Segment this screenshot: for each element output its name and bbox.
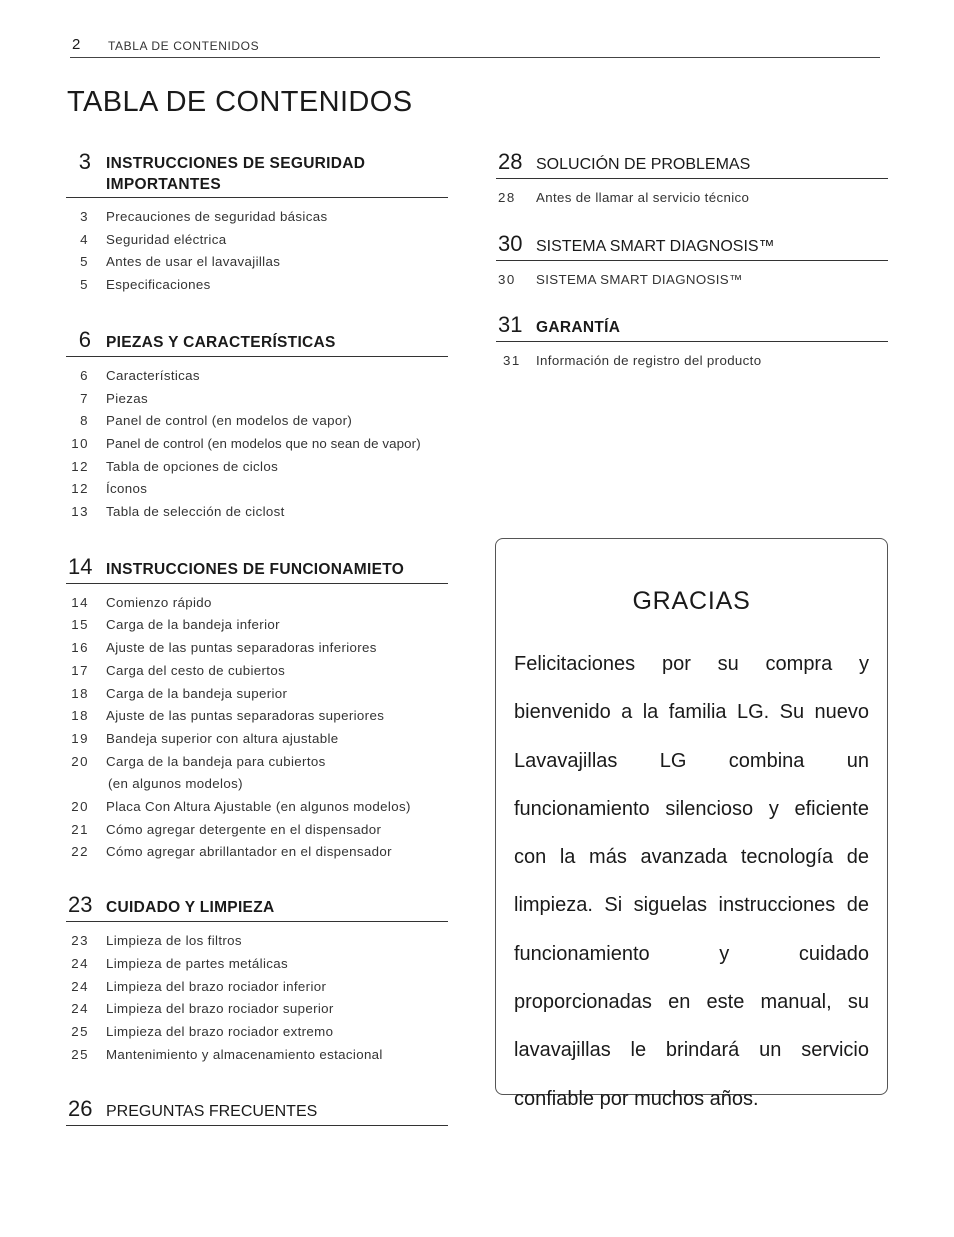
entry-label: Precauciones de seguridad básicas bbox=[106, 209, 328, 224]
entry-label: Ajuste de las puntas separadoras superiores bbox=[106, 708, 385, 724]
toc-right-column bbox=[496, 148, 888, 373]
toc-entry[interactable] bbox=[496, 187, 888, 210]
toc-entry-continuation bbox=[66, 773, 448, 796]
section-title: SOLUCIÓN DE PROBLEMAS bbox=[536, 156, 751, 173]
entry-page: 31 bbox=[503, 353, 521, 369]
entry-label: Comienzo rápido bbox=[106, 594, 212, 610]
section-items bbox=[496, 342, 888, 373]
entry-label: Cómo agregar detergente en el dispensador bbox=[106, 821, 382, 837]
section-page-number: 26 bbox=[68, 1096, 93, 1122]
entry-label: Mantenimiento y almacenamiento estacional bbox=[106, 1046, 383, 1062]
toc-entry[interactable] bbox=[66, 683, 448, 706]
section-heading[interactable] bbox=[496, 148, 888, 179]
toc-section-smart-diagnosis bbox=[496, 230, 888, 292]
entry-label: Antes de usar el lavavajillas bbox=[106, 254, 281, 270]
entry-page: 5 bbox=[80, 254, 89, 270]
entry-label: Carga de la bandeja superior bbox=[106, 685, 288, 701]
section-items bbox=[66, 357, 448, 524]
entry-page: 28 bbox=[498, 190, 516, 205]
toc-entry[interactable] bbox=[66, 229, 448, 252]
page-number: 2 bbox=[72, 36, 81, 53]
toc-section-seguridad bbox=[66, 148, 448, 297]
section-title: INSTRUCCIONES DE SEGURIDAD IMPORTANTES bbox=[106, 155, 366, 193]
entry-page: 24 bbox=[71, 955, 89, 971]
entry-page: 18 bbox=[71, 708, 89, 724]
toc-section-problemas bbox=[496, 148, 888, 210]
entry-page: 22 bbox=[71, 844, 89, 860]
entry-page: 6 bbox=[80, 367, 89, 383]
entry-page: 20 bbox=[71, 753, 89, 769]
toc-entry[interactable] bbox=[66, 365, 448, 388]
section-heading[interactable] bbox=[66, 326, 448, 357]
thanks-title: GRACIAS bbox=[632, 587, 751, 615]
toc-entry[interactable] bbox=[66, 206, 448, 229]
entry-page: 7 bbox=[80, 390, 89, 406]
section-items bbox=[496, 261, 888, 292]
entry-page: 12 bbox=[71, 481, 89, 497]
toc-entry[interactable] bbox=[66, 637, 448, 660]
entry-label: Limpieza del brazo rociador inferior bbox=[106, 978, 327, 994]
entry-label: Especificaciones bbox=[106, 277, 211, 293]
section-title: GARANTÍA bbox=[536, 319, 621, 337]
entry-label: Limpieza de partes metálicas bbox=[106, 955, 289, 971]
entry-label-continuation: (en algunos modelos) bbox=[108, 776, 243, 792]
section-items bbox=[66, 584, 448, 864]
toc-entry[interactable] bbox=[66, 1044, 448, 1067]
entry-page: 4 bbox=[80, 231, 89, 247]
page-title: TABLA DE CONTENIDOS bbox=[67, 86, 413, 118]
toc-entry[interactable] bbox=[66, 660, 448, 683]
toc-entry[interactable] bbox=[66, 614, 448, 637]
entry-page: 12 bbox=[71, 458, 89, 474]
thanks-body: Felicitaciones por su compra y bienvenido a la familia LG. Su nuevo Lavavajillas LG combina un funcionamiento silencioso y eficiente con la más avanzada tecnología de limpieza. Si siguelas instrucciones de funcionamiento y cuidado proporcionadas en este manual, su lavavajillas le brindará un servicio confiable por muchos años. bbox=[514, 653, 869, 1110]
entry-label: Carga de la bandeja para cubiertos bbox=[106, 753, 326, 769]
entry-page: 3 bbox=[80, 209, 89, 224]
toc-entry[interactable] bbox=[66, 953, 448, 976]
entry-label: Panel de control (en modelos de vapor) bbox=[106, 413, 353, 429]
toc-entry[interactable] bbox=[66, 819, 448, 842]
section-heading[interactable] bbox=[496, 230, 888, 261]
entry-page: 15 bbox=[71, 617, 89, 633]
section-title: PREGUNTAS FRECUENTES bbox=[106, 1103, 318, 1121]
entry-page: 18 bbox=[71, 685, 89, 701]
section-page-number: 3 bbox=[78, 149, 91, 174]
toc-entry[interactable] bbox=[66, 998, 448, 1021]
running-header bbox=[70, 36, 880, 58]
toc-entry[interactable] bbox=[66, 410, 448, 433]
section-items bbox=[496, 179, 888, 210]
entry-page: 10 bbox=[71, 435, 89, 451]
entry-page: 16 bbox=[71, 640, 89, 656]
entry-label: Cómo agregar abrillantador en el dispensador bbox=[106, 844, 392, 860]
entry-label: Bandeja superior con altura ajustable bbox=[106, 730, 339, 746]
section-page-number: 23 bbox=[68, 892, 93, 918]
entry-page: 14 bbox=[71, 594, 89, 610]
entry-page: 5 bbox=[80, 277, 89, 293]
section-page-number: 30 bbox=[498, 230, 523, 256]
running-header-title: TABLA DE CONTENIDOS bbox=[108, 39, 260, 53]
toc-entry[interactable] bbox=[66, 274, 448, 297]
entry-label: Panel de control (en modelos que no sean de vapor) bbox=[106, 435, 421, 451]
toc-section-preguntas bbox=[66, 1095, 448, 1126]
section-heading[interactable] bbox=[66, 1095, 448, 1126]
entry-page: 24 bbox=[71, 978, 89, 994]
entry-page: 17 bbox=[71, 662, 89, 678]
entry-page: 25 bbox=[71, 1046, 89, 1062]
entry-page: 23 bbox=[71, 933, 89, 949]
section-items bbox=[66, 198, 448, 297]
toc-entry[interactable] bbox=[66, 501, 448, 524]
entry-label: Tabla de opciones de ciclos bbox=[106, 458, 279, 474]
entry-label: Carga del cesto de cubiertos bbox=[106, 662, 286, 678]
toc-entry[interactable] bbox=[66, 930, 448, 953]
entry-page: 25 bbox=[71, 1023, 89, 1039]
toc-entry[interactable] bbox=[66, 841, 448, 864]
toc-left-column bbox=[66, 148, 448, 1126]
section-title: PIEZAS Y CARACTERÍSTICAS bbox=[106, 333, 336, 351]
toc-entry[interactable] bbox=[66, 433, 448, 456]
toc-section-funcionamiento bbox=[66, 553, 448, 864]
toc-entry[interactable] bbox=[66, 1021, 448, 1044]
section-page-number: 14 bbox=[68, 553, 93, 579]
entry-page: 24 bbox=[71, 1001, 89, 1017]
entry-label: Carga de la bandeja inferior bbox=[106, 617, 280, 633]
toc-entry[interactable] bbox=[66, 592, 448, 615]
entry-page: 19 bbox=[71, 730, 89, 746]
entry-label: Seguridad eléctrica bbox=[106, 231, 227, 247]
entry-label: Antes de llamar al servicio técnico bbox=[536, 190, 750, 205]
entry-label: Íconos bbox=[106, 481, 148, 497]
toc-entry[interactable] bbox=[66, 705, 448, 728]
section-items bbox=[66, 922, 448, 1066]
section-title: SISTEMA SMART DIAGNOSIS™ bbox=[536, 237, 775, 255]
toc-entry[interactable] bbox=[66, 251, 448, 274]
toc-entry[interactable] bbox=[66, 728, 448, 751]
toc-entry[interactable] bbox=[66, 456, 448, 479]
section-title: CUIDADO Y LIMPIEZA bbox=[106, 899, 275, 917]
entry-label: Limpieza del brazo rociador extremo bbox=[106, 1023, 334, 1039]
section-page-number: 6 bbox=[78, 326, 91, 352]
section-heading[interactable] bbox=[496, 311, 888, 342]
section-heading[interactable] bbox=[66, 148, 448, 198]
entry-page: 30 bbox=[498, 271, 516, 287]
toc-section-limpieza bbox=[66, 891, 448, 1066]
toc-section-garantia bbox=[496, 311, 888, 373]
entry-label: Limpieza del brazo rociador superior bbox=[106, 1001, 334, 1017]
entry-label: Ajuste de las puntas separadoras inferiores bbox=[106, 640, 377, 656]
section-heading[interactable] bbox=[66, 553, 448, 584]
toc-entry[interactable] bbox=[66, 388, 448, 411]
section-heading[interactable] bbox=[66, 891, 448, 922]
toc-entry[interactable] bbox=[496, 350, 888, 373]
entry-page: 21 bbox=[71, 821, 89, 837]
entry-page: 13 bbox=[71, 504, 89, 520]
entry-label: Características bbox=[106, 367, 200, 383]
entry-label: Limpieza de los filtros bbox=[106, 933, 242, 949]
entry-page: 8 bbox=[80, 413, 89, 429]
thanks-box bbox=[495, 538, 888, 1110]
toc-entry[interactable] bbox=[66, 478, 448, 501]
entry-page: 20 bbox=[71, 799, 89, 815]
entry-label: Placa Con Altura Ajustable (en algunos modelos) bbox=[106, 799, 411, 815]
entry-label: SISTEMA SMART DIAGNOSIS™ bbox=[536, 271, 743, 287]
toc-entry[interactable] bbox=[496, 269, 888, 292]
section-title: INSTRUCCIONES DE FUNCIONAMIETO bbox=[106, 560, 405, 578]
entry-label: Información de registro del producto bbox=[536, 353, 762, 369]
toc-entry[interactable] bbox=[66, 796, 448, 819]
section-page-number: 31 bbox=[498, 312, 523, 338]
toc-entry[interactable] bbox=[66, 751, 448, 774]
section-page-number: 28 bbox=[498, 149, 523, 174]
toc-section-piezas bbox=[66, 326, 448, 524]
entry-label: Tabla de selección de ciclost bbox=[106, 504, 285, 520]
entry-label: Piezas bbox=[106, 390, 149, 406]
toc-entry[interactable] bbox=[66, 976, 448, 999]
